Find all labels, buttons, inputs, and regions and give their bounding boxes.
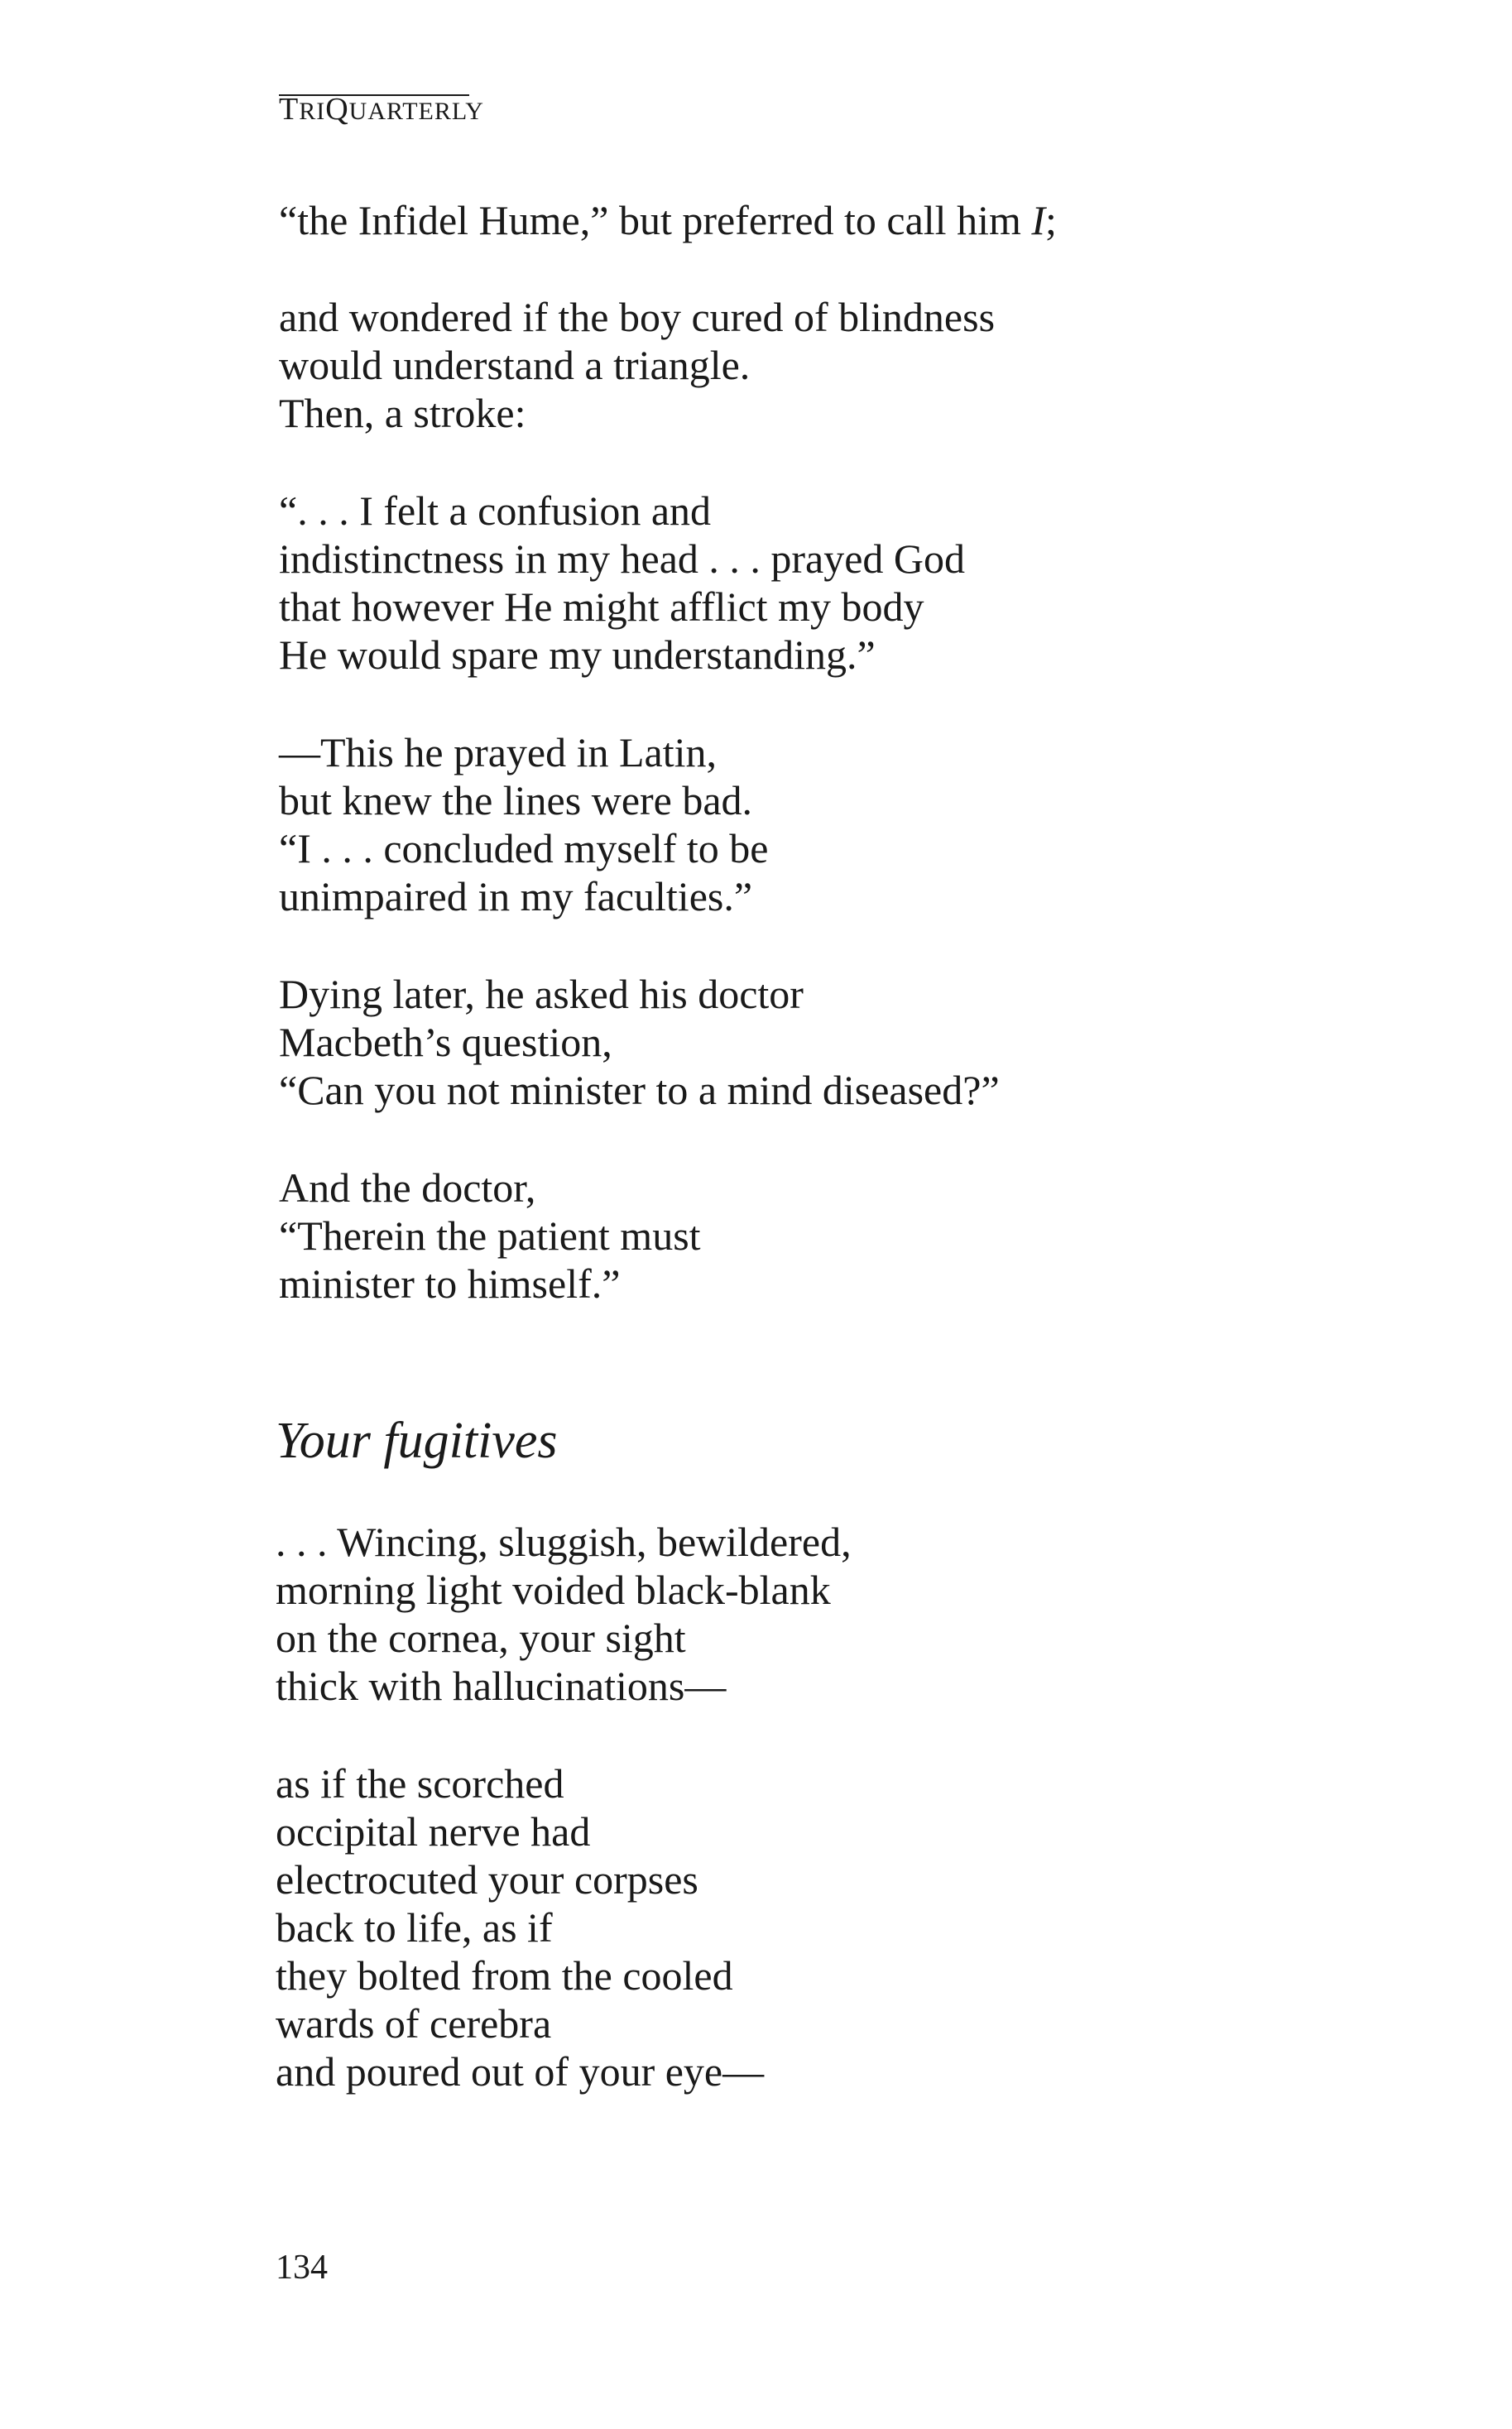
poem-line: on the cornea, your sight <box>276 1615 686 1661</box>
poem-line: “. . . I felt a confusion and <box>279 487 712 534</box>
poem-line: “the Infidel Hume,” but preferred to call him I; <box>279 197 1057 243</box>
poem-line: minister to himself.” <box>279 1260 621 1307</box>
page-number: 134 <box>276 2249 328 2287</box>
running-head-smallcaps: RI <box>299 98 326 125</box>
poem-line: unimpaired in my faculties.” <box>279 873 753 919</box>
poem-line: He would spare my understanding.” <box>279 631 876 678</box>
poem-line: and wondered if the boy cured of blindness <box>279 294 996 340</box>
running-head <box>279 93 484 128</box>
poem-line: occipital nerve had <box>276 1808 591 1855</box>
running-head-smallcaps: UARTERLY <box>348 98 484 125</box>
poem-line: as if the scorched <box>276 1760 564 1807</box>
poem-line: that however He might afflict my body <box>279 583 924 630</box>
poem-line: “Therein the patient must <box>279 1212 701 1259</box>
poem-line: Then, a stroke: <box>279 390 526 436</box>
poem-line: “Can you not minister to a mind diseased?” <box>279 1067 1000 1113</box>
poem-line: thick with hallucinations— <box>276 1663 727 1709</box>
poem-line: but knew the lines were bad. <box>279 777 753 823</box>
poem-line: Macbeth’s question, <box>279 1019 612 1065</box>
poem-line: and poured out of your eye— <box>276 2048 765 2095</box>
poem-line: “I . . . concluded myself to be <box>279 825 769 871</box>
poem-line: . . . Wincing, sluggish, bewildered, <box>276 1519 852 1565</box>
poem-line: Dying later, he asked his doctor <box>279 971 804 1017</box>
running-head-initial: Q <box>325 92 349 127</box>
poem-line: indistinctness in my head . . . prayed God <box>279 535 966 582</box>
poem-line: electrocuted your corpses <box>276 1856 698 1903</box>
poem-line: morning light voided black-blank <box>276 1567 831 1613</box>
poem-line: wards of cerebra <box>276 2000 552 2047</box>
running-head-initial: T <box>279 92 300 127</box>
poem-line: they bolted from the cooled <box>276 1952 733 1999</box>
poem-line: back to life, as if <box>276 1904 553 1951</box>
poem-line: would understand a triangle. <box>279 342 751 388</box>
poem-line: And the doctor, <box>279 1164 536 1211</box>
poem-line: —This he prayed in Latin, <box>279 729 718 775</box>
poem-title: Your fugitives <box>276 1413 558 1469</box>
